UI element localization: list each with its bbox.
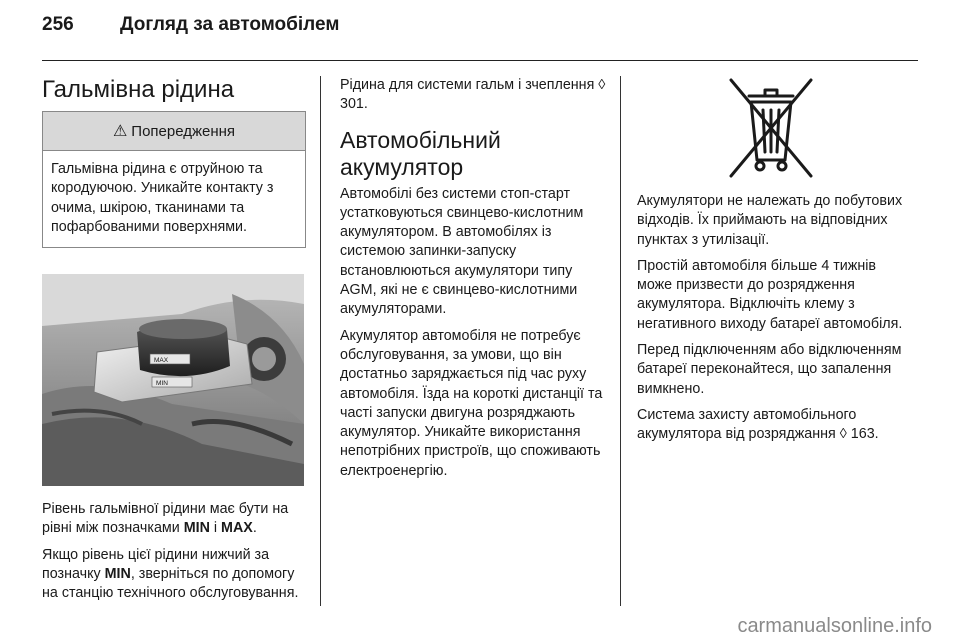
crossed-out-wheelie-bin-icon bbox=[725, 76, 817, 180]
photo-label-min: MIN bbox=[156, 380, 168, 388]
page-header bbox=[42, 14, 339, 44]
paragraph-fluid-reference: Рідина для системи гальм і зчеплення ◊ 301. bbox=[340, 77, 606, 113]
paragraph-low-level: Якщо рівень цієї рідини нижчий за позначку MIN, зверніться по допомогу на станцію технічного обслуговування. bbox=[42, 546, 299, 602]
page-number: 256 bbox=[42, 14, 74, 35]
paragraph-disposal: Акумулятори не належать до побутових відходів. Їх приймають на відповідних пунктах з утилізації. bbox=[637, 193, 903, 248]
header-rule bbox=[42, 60, 918, 61]
paragraph-battery-maintenance: Акумулятор автомобіля не потребує обслуговування, за умови, що він достатньо заряджається під час руху автомобіля. Їзда на короткі дистанції та часті запуски двигуна розряджають акумулятор. Уникайте використання непотрібних пристроїв, що споживають електроенергію. bbox=[340, 327, 603, 479]
watermark: carmanualsonline.info bbox=[737, 615, 932, 637]
paragraph-protection-reference: Система захисту автомобільного акумулятора від розряджання ◊ 163. bbox=[637, 406, 879, 443]
column-brake-fluid bbox=[42, 76, 304, 611]
column-divider-right bbox=[620, 76, 621, 606]
paragraph-battery-types: Автомобілі без системи стоп-старт устатковуються свинцево-кислотним акумулятором. В автомобілях із системою запинки-запуску встановлюються акумулятори типу AGM, які не є свинцево-кислотними акумуляторами. bbox=[340, 185, 584, 318]
warning-title: Попередження bbox=[131, 122, 236, 140]
column-battery-disposal bbox=[637, 76, 905, 452]
section-title-brake-fluid: Гальмівна рідина bbox=[42, 76, 235, 103]
paragraph-ignition-off: Перед підключенням або відключенням батареї переконайтеся, що запалення вимкнено. bbox=[637, 342, 902, 397]
column-battery bbox=[340, 76, 610, 488]
paragraph-idle-discharge: Простій автомобіля більше 4 тижнів може призвести до розрядження акумулятора. Відключіть клему з негативного виходу батареї автомобіля. bbox=[637, 257, 903, 332]
warning-triangle-icon: ⚠ bbox=[112, 123, 128, 140]
column-divider-left bbox=[320, 76, 321, 606]
section-title-battery: Автомобільний акумулятор bbox=[340, 126, 501, 180]
chapter-title: Догляд за автомобілем bbox=[120, 14, 340, 35]
warning-box bbox=[42, 111, 306, 248]
warning-text: Гальмівна рідина є отруйною та кородуючою. Уникайте контакту з очима, шкірою, тканинами та пофарбованими поверхнями. bbox=[51, 161, 274, 235]
brake-fluid-reservoir-photo bbox=[42, 274, 304, 486]
warning-header bbox=[43, 112, 305, 151]
paragraph-level-range: Рівень гальмівної рідини має бути на рівні між позначками MIN і MAX. bbox=[42, 501, 289, 537]
photo-label-max: MAX bbox=[154, 357, 169, 365]
